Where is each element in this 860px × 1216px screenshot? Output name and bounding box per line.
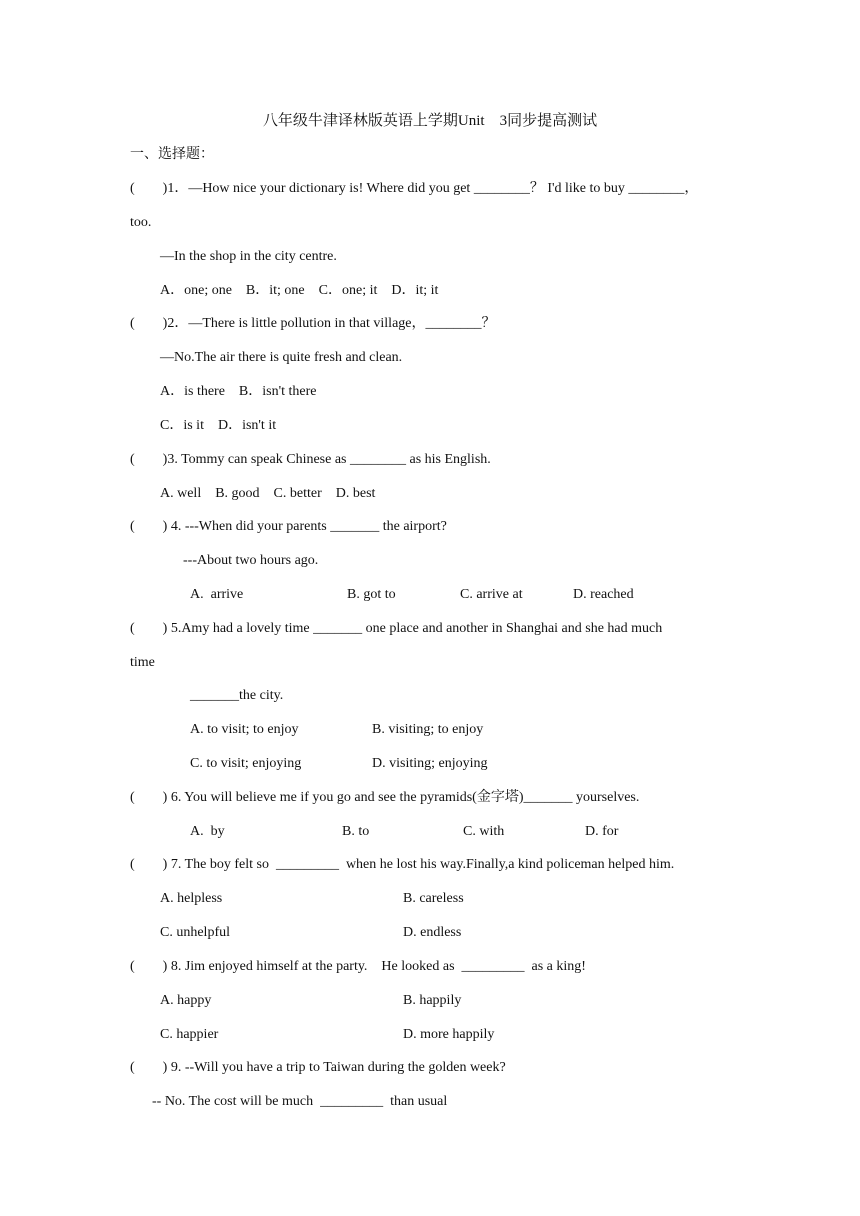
question-4-stem: ( ) 4. ---When did your parents _______ the airport? xyxy=(130,519,447,534)
question-8-option-b: B. happily xyxy=(403,993,462,1008)
question-4-option-a: A. arrive xyxy=(190,587,244,602)
question-4-option-d: D. reached xyxy=(573,587,634,602)
page-title: 八年级牛津译林版英语上学期Unit 3同步提高测试 xyxy=(262,113,598,129)
question-5-option-b: B. visiting; to enjoy xyxy=(372,722,484,737)
question-8-option-c: C. happier xyxy=(160,1027,219,1042)
question-4-option-c: C. arrive at xyxy=(460,587,523,602)
question-8-option-d: D. more happily xyxy=(403,1027,495,1042)
question-4-answer: ---About two hours ago. xyxy=(183,553,319,568)
question-6-option-c: C. with xyxy=(463,824,505,839)
question-7-option-a: A. helpless xyxy=(160,891,223,906)
question-1-stem: ( )1．—How nice your dictionary is! Where did you get ________？ I'd like to buy ________， xyxy=(130,181,699,196)
question-7-stem: ( ) 7. The boy felt so _________ when he lost his way.Finally,a kind policeman helped him. xyxy=(130,857,675,872)
question-3-stem: ( )3. Tommy can speak Chinese as ________ as his English. xyxy=(130,452,491,467)
section-heading: 一、选择题： xyxy=(130,147,214,162)
question-6-option-a: A. by xyxy=(190,824,225,839)
question-8-option-a: A. happy xyxy=(160,993,212,1008)
question-5-option-c: C. to visit; enjoying xyxy=(190,756,302,771)
question-3-options: A. well B. good C. better D. best xyxy=(160,486,376,501)
question-1-options: A．one; one B．it; one C．one; it D．it; it xyxy=(160,283,439,298)
question-7-option-c: C. unhelpful xyxy=(160,925,230,940)
question-7-option-b: B. careless xyxy=(403,891,464,906)
question-8-stem: ( ) 8. Jim enjoyed himself at the party. He looked as _________ as a king! xyxy=(130,959,586,974)
question-6-option-d: D. for xyxy=(585,824,619,839)
question-5-stem: ( ) 5.Amy had a lovely time _______ one place and another in Shanghai and she had much xyxy=(130,621,663,636)
question-5-stem-wrap: time xyxy=(130,655,155,670)
question-1-answer: —In the shop in the city centre. xyxy=(160,249,337,264)
question-2-options-ab: A．is there B．isn't there xyxy=(160,384,317,399)
question-9-answer: -- No. The cost will be much _________ than usual xyxy=(152,1094,448,1109)
question-2-stem: ( )2．—There is little pollution in that village，________？ xyxy=(130,316,496,331)
question-4-option-b: B. got to xyxy=(347,587,396,602)
question-1-stem-wrap: too. xyxy=(130,215,152,230)
question-5-stem-cont: _______the city. xyxy=(190,688,284,703)
question-7-option-d: D. endless xyxy=(403,925,462,940)
question-9-stem: ( ) 9. --Will you have a trip to Taiwan during the golden week? xyxy=(130,1060,506,1075)
question-5-option-d: D. visiting; enjoying xyxy=(372,756,488,771)
question-5-option-a: A. to visit; to enjoy xyxy=(190,722,299,737)
question-2-options-cd: C．is it D．isn't it xyxy=(160,418,277,433)
question-6-stem: ( ) 6. You will believe me if you go and see the pyramids(金字塔)_______ yourselves. xyxy=(130,790,640,805)
question-6-option-b: B. to xyxy=(342,824,370,839)
question-2-answer: —No.The air there is quite fresh and clean. xyxy=(160,350,403,365)
